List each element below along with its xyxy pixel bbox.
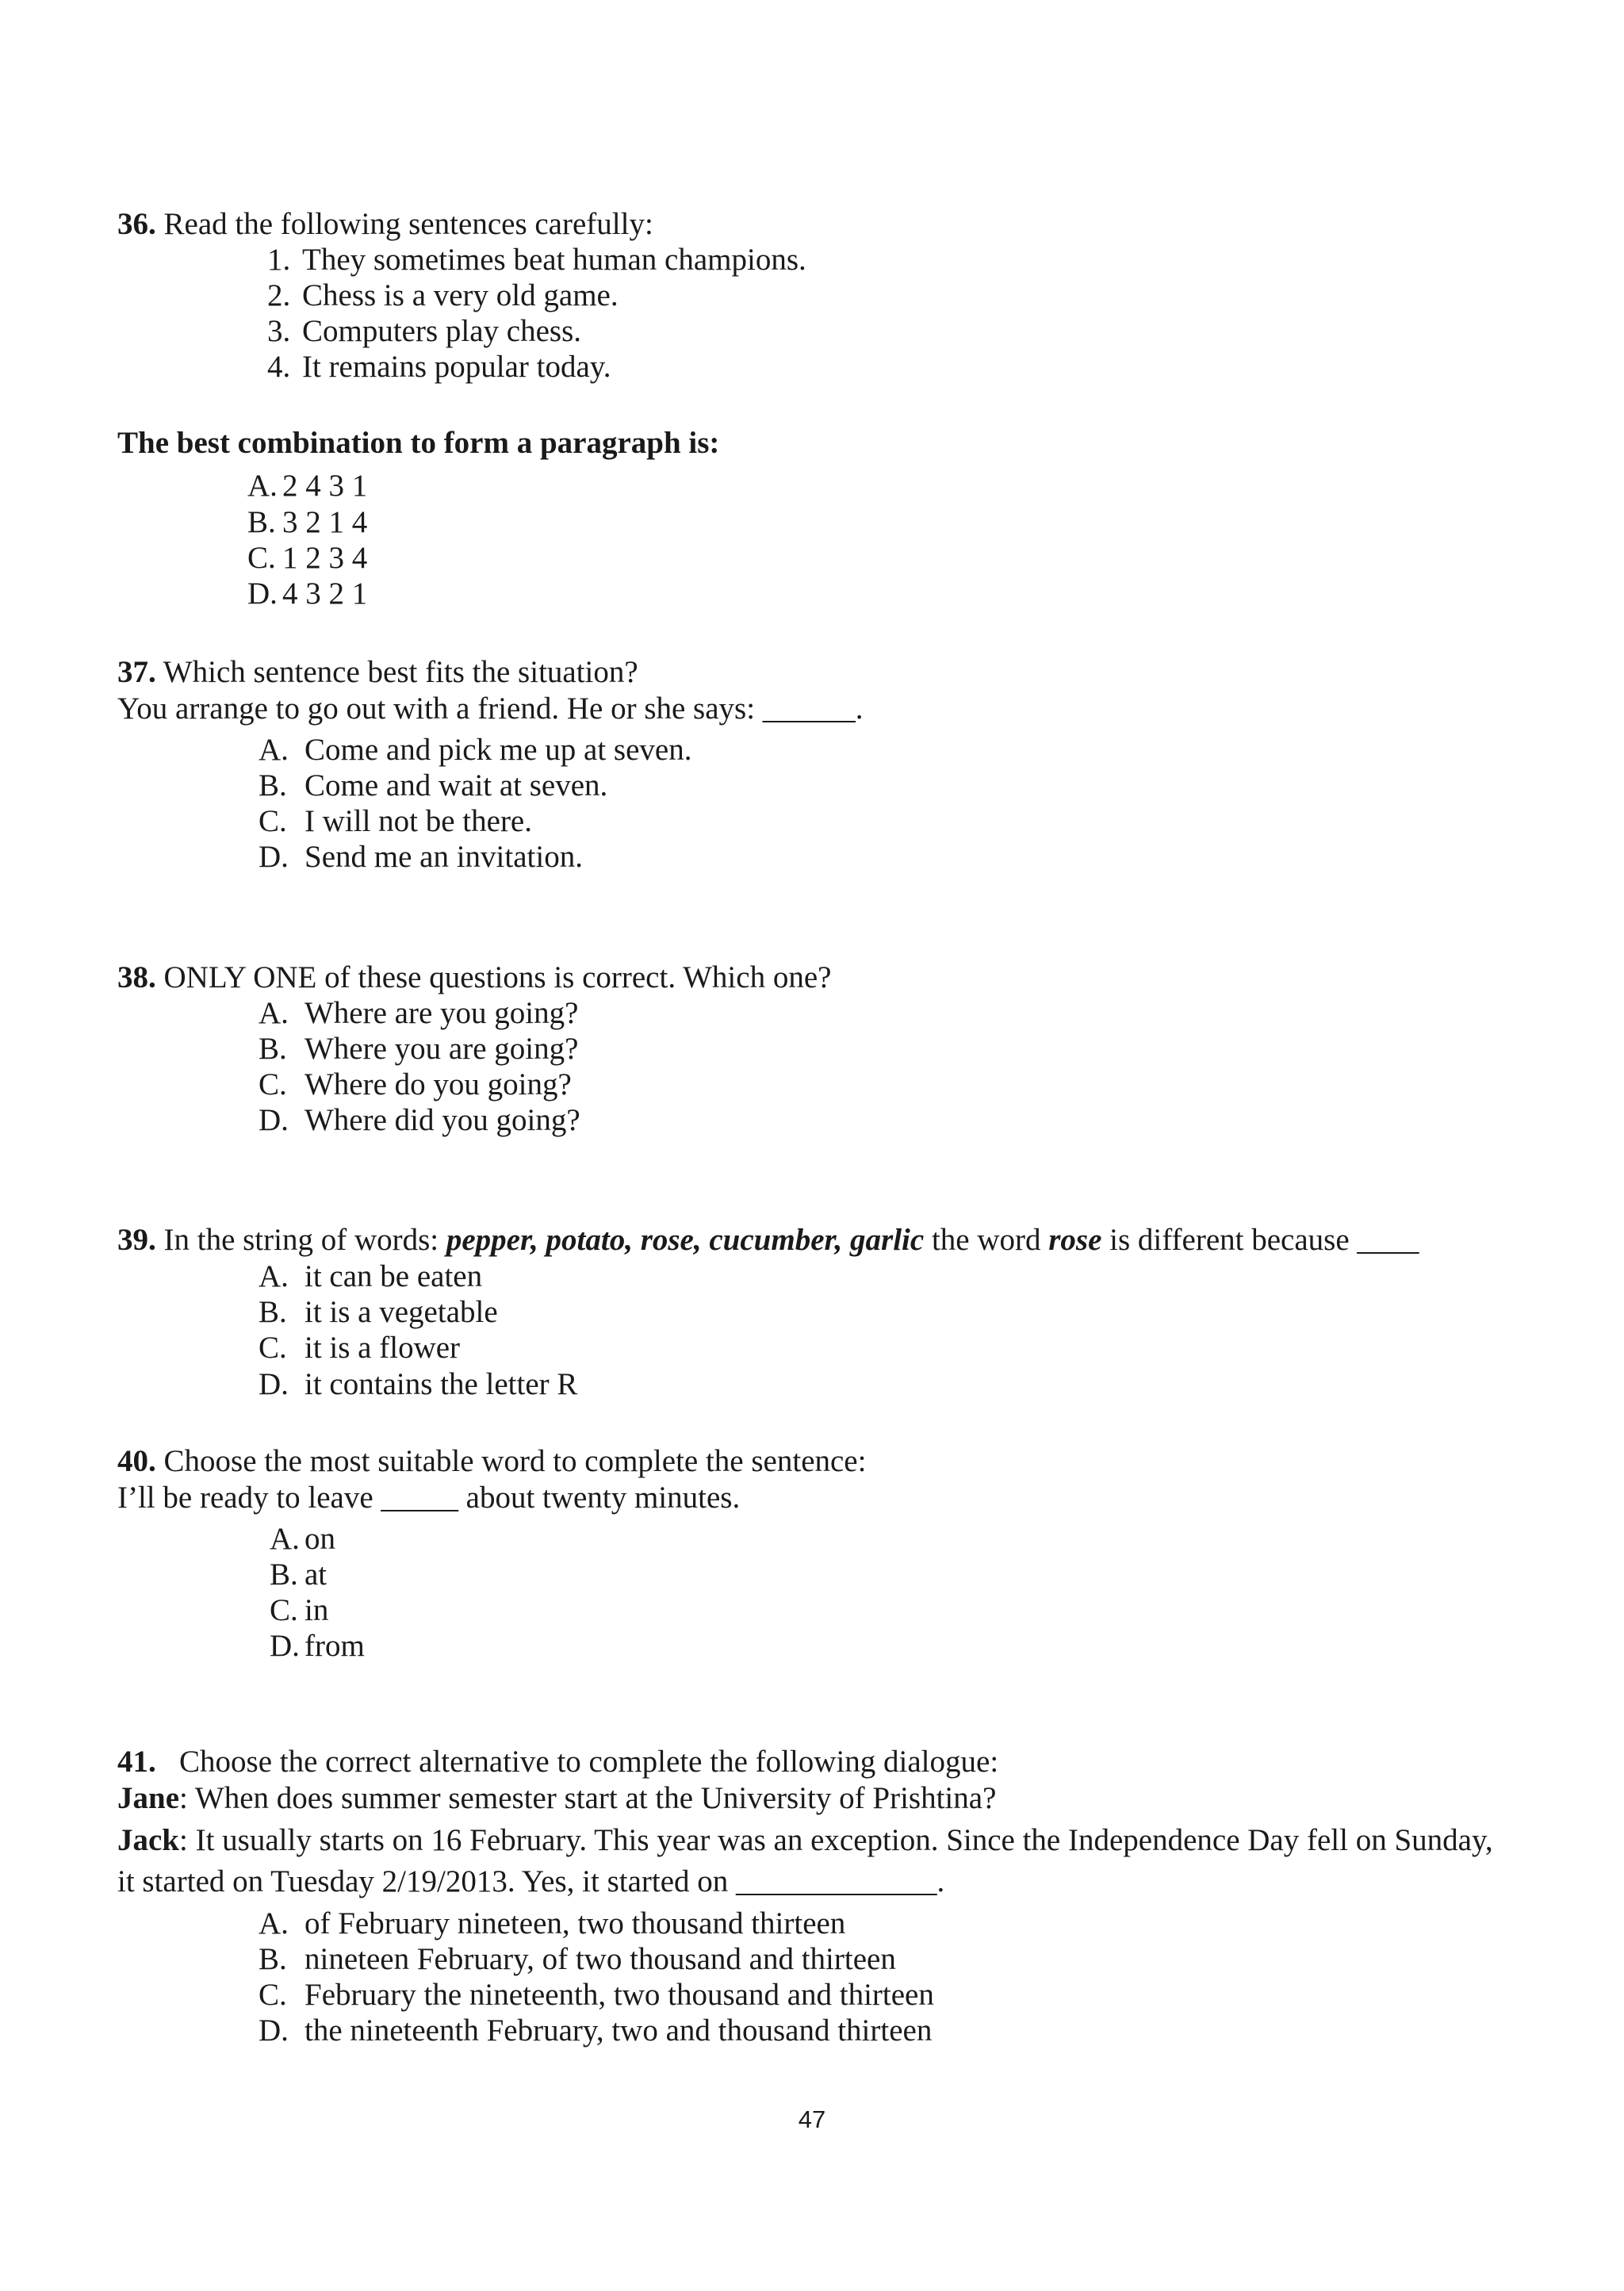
q38-option-a: A. Where are you going?: [259, 996, 579, 1030]
q37-situation: You arrange to go out with a friend. He or she says: ______.: [117, 692, 864, 726]
q39-option-a: A. it can be eaten: [259, 1259, 483, 1293]
q37-option-c: C. I will not be there.: [259, 804, 532, 838]
q41-option-d: D. the nineteenth February, two and thousand thirteen: [259, 2013, 933, 2048]
q41-prompt: 41. Choose the correct alternative to complete the following dialogue:: [117, 1745, 999, 1779]
q36-sentence: 2. Chess is a very old game.: [267, 278, 619, 312]
q41-jane-line: Jane: When does summer semester start at the University of Prishtina?: [117, 1781, 997, 1815]
page-number: 47: [798, 2105, 826, 2133]
q40-prompt: 40. Choose the most suitable word to complete the sentence:: [117, 1444, 867, 1478]
q40-option-a: A. on: [270, 1522, 335, 1556]
q38-option-c: C. Where do you going?: [259, 1067, 572, 1101]
q41-option-a: A. of February nineteen, two thousand thirteen: [259, 1906, 846, 1940]
q36-option-c: C. 1 2 3 4: [247, 541, 368, 575]
q39-prompt: 39. In the string of words: pepper, potato, rose, cucumber, garlic the word rose is different because ____: [117, 1223, 1419, 1257]
q36-option-d: D. 4 3 2 1: [247, 577, 368, 611]
q37-prompt: 37. Which sentence best fits the situation?: [117, 655, 638, 689]
q36-prompt: 36. Read the following sentences carefully:: [117, 207, 653, 241]
q40-option-c: C. in: [270, 1593, 329, 1627]
q37-option-d: D. Send me an invitation.: [259, 840, 583, 874]
q40-sentence: I’ll be ready to leave _____ about twenty minutes.: [117, 1481, 741, 1515]
q41-jack-line-2: it started on Tuesday 2/19/2013. Yes, it started on _____________.: [117, 1864, 945, 1898]
q38-option-b: B. Where you are going?: [259, 1032, 579, 1066]
q40-option-d: D. from: [270, 1629, 365, 1663]
q36-sentence: 4. It remains popular today.: [267, 350, 611, 384]
q36-heading: The best combination to form a paragraph is:: [117, 426, 720, 460]
q40-option-b: B. at: [270, 1557, 327, 1592]
q38-prompt: 38. ONLY ONE of these questions is correct. Which one?: [117, 960, 832, 994]
q38-option-d: D. Where did you going?: [259, 1103, 580, 1137]
q41-option-c: C. February the nineteenth, two thousand and thirteen: [259, 1978, 934, 2012]
q39-option-c: C. it is a flower: [259, 1331, 461, 1365]
q36-option-a: A. 2 4 3 1: [247, 469, 368, 503]
q37-option-b: B. Come and wait at seven.: [259, 768, 608, 803]
q37-option-a: A. Come and pick me up at seven.: [259, 733, 692, 767]
q36-sentence: 1. They sometimes beat human champions.: [267, 243, 806, 277]
q39-option-d: D. it contains the letter R: [259, 1367, 578, 1401]
q41-jack-line: Jack: It usually starts on 16 February. This year was an exception. Since the Independence Day fell on Sunday,: [117, 1823, 1493, 1857]
q41-option-b: B. nineteen February, of two thousand and thirteen: [259, 1942, 896, 1976]
q39-option-b: B. it is a vegetable: [259, 1295, 498, 1329]
q36-option-b: B. 3 2 1 4: [247, 505, 368, 539]
q36-sentence: 3. Computers play chess.: [267, 314, 582, 348]
